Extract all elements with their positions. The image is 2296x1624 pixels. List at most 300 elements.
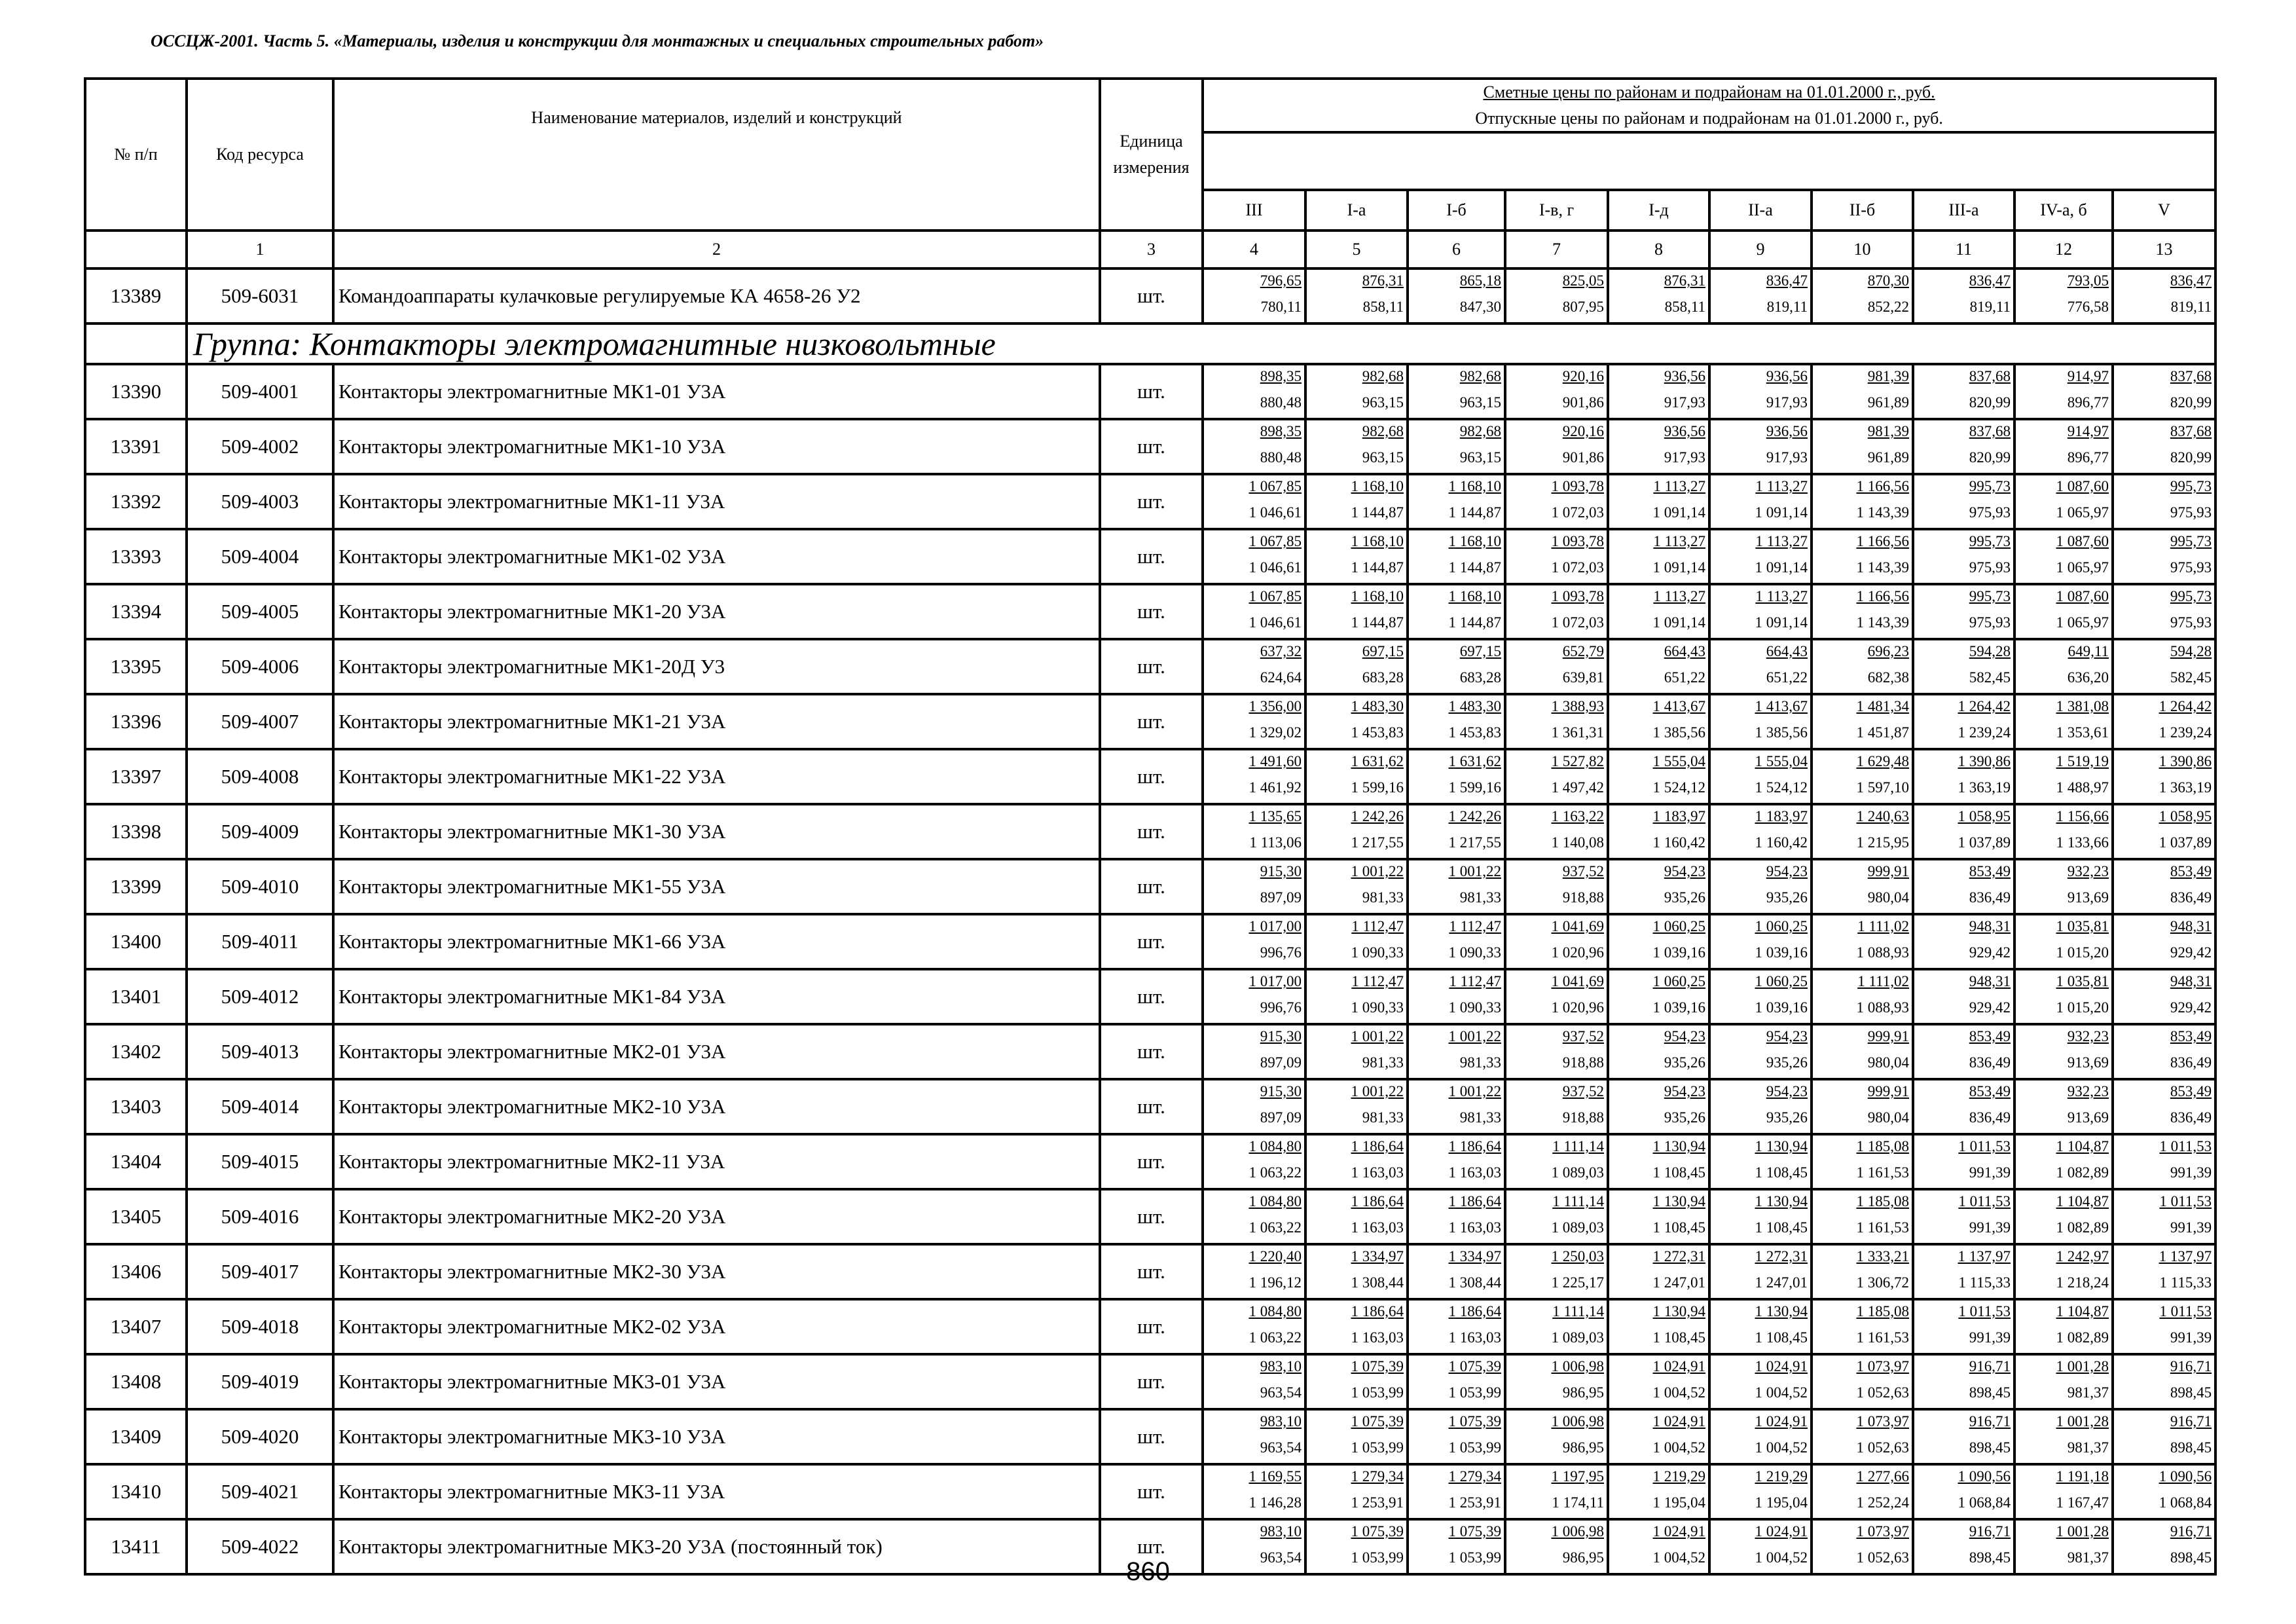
price-cell (1408, 804, 1505, 859)
release-price: 963,15 (1362, 449, 1404, 466)
release-price: 1 247,01 (1652, 1274, 1705, 1291)
estimate-price: 898,35 (1260, 423, 1302, 439)
release-price: 1 091,14 (1755, 504, 1808, 521)
release-price: 1 163,03 (1351, 1329, 1404, 1346)
price-cell (1408, 639, 1505, 694)
estimate-price: 1 001,22 (1448, 863, 1501, 879)
row-num: 13394 (85, 584, 187, 639)
group-title: Группа: Контакторы электромагнитные низковольтные (187, 323, 2215, 364)
price-cell (1608, 419, 1709, 474)
estimate-price: 1 491,60 (1248, 753, 1302, 769)
row-name: Контакторы электромагнитные МК1-01 У3А (333, 364, 1100, 419)
estimate-price: 1 137,97 (1958, 1248, 2011, 1264)
price-cell (1505, 859, 1608, 914)
release-price: 1 052,63 (1856, 1384, 1909, 1401)
release-price: 963,15 (1459, 394, 1501, 411)
release-price: 1 217,55 (1448, 834, 1501, 851)
row-name: Контакторы электромагнитные МК1-84 У3А (333, 969, 1100, 1024)
release-price: 1 053,99 (1448, 1384, 1501, 1401)
price-cell (1812, 859, 1913, 914)
estimate-price: 1 130,94 (1755, 1138, 1808, 1154)
price-cell (1709, 1354, 1812, 1409)
table-row (85, 1189, 2215, 1244)
release-price: 1 247,01 (1755, 1274, 1808, 1291)
release-price: 898,45 (2170, 1439, 2212, 1456)
estimate-price: 1 168,10 (1448, 478, 1501, 494)
price-cell (1913, 1464, 2014, 1519)
row-name: Контакторы электромагнитные МК2-11 У3А (333, 1134, 1100, 1189)
row-unit: шт. (1100, 1024, 1203, 1079)
price-cell (1305, 639, 1408, 694)
estimate-price: 1 112,47 (1449, 973, 1501, 989)
price-cell (2113, 859, 2215, 914)
estimate-price: 982,68 (1362, 368, 1404, 384)
release-price: 819,11 (1766, 299, 1808, 315)
estimate-price: 1 060,25 (1755, 918, 1808, 934)
column-number: 8 (1608, 231, 1709, 268)
price-cell (1505, 364, 1608, 419)
estimate-price: 1 137,97 (2159, 1248, 2212, 1264)
estimate-price: 1 242,26 (1448, 808, 1501, 824)
estimate-price: 825,05 (1562, 272, 1604, 289)
release-price: 1 088,93 (1856, 999, 1909, 1016)
price-table (84, 77, 2217, 1576)
row-code: 509-4017 (187, 1244, 333, 1299)
row-code: 509-4016 (187, 1189, 333, 1244)
price-cell (1305, 474, 1408, 529)
estimate-price: 1 090,56 (2159, 1468, 2212, 1485)
release-price: 1 090,33 (1448, 999, 1501, 1016)
release-price: 913,69 (2067, 889, 2109, 906)
estimate-price: 870,30 (1867, 272, 1909, 289)
row-name: Контакторы электромагнитные МК2-30 У3А (333, 1244, 1100, 1299)
table-row (85, 268, 2215, 323)
release-price: 897,09 (1260, 1054, 1302, 1071)
release-price: 929,42 (2170, 999, 2212, 1016)
group-spacer (85, 323, 187, 364)
estimate-price: 836,47 (1969, 272, 2011, 289)
price-cell (1408, 1134, 1505, 1189)
estimate-price: 836,47 (2170, 272, 2212, 289)
estimate-price: 1 067,85 (1248, 588, 1302, 604)
price-cell (1812, 914, 1913, 969)
row-unit: шт. (1100, 1409, 1203, 1464)
estimate-price: 1 277,66 (1856, 1468, 1909, 1485)
estimate-price: 1 011,53 (2159, 1303, 2212, 1320)
price-cell (2014, 584, 2113, 639)
estimate-price: 697,15 (1459, 643, 1501, 659)
release-price: 963,15 (1459, 449, 1501, 466)
estimate-price: 1 060,25 (1652, 973, 1705, 989)
price-cell (1709, 1134, 1812, 1189)
release-price: 991,39 (2170, 1164, 2212, 1181)
release-price: 1 068,84 (2159, 1494, 2212, 1511)
estimate-price: 853,49 (1969, 1083, 2011, 1099)
price-cell (1203, 859, 1305, 914)
price-cell (1913, 914, 2014, 969)
price-cell (1408, 914, 1505, 969)
release-price: 896,77 (2067, 394, 2109, 411)
estimate-price: 999,91 (1867, 1028, 1909, 1044)
row-name: Контакторы электромагнитные МК1-20 У3А (333, 584, 1100, 639)
row-code: 509-4018 (187, 1299, 333, 1354)
release-price: 1 361,31 (1551, 724, 1604, 741)
estimate-price: 916,71 (2170, 1358, 2212, 1375)
price-cell (1505, 584, 1608, 639)
price-cell (1505, 639, 1608, 694)
price-cell (1812, 694, 1913, 749)
price-cell (1608, 364, 1709, 419)
release-price: 1 140,08 (1551, 834, 1604, 851)
estimate-price: 1 093,78 (1551, 533, 1604, 549)
table-row (85, 694, 2215, 749)
column-number (85, 231, 187, 268)
release-price: 1 046,61 (1248, 614, 1302, 631)
estimate-price: 1 186,64 (1448, 1193, 1501, 1209)
row-unit: шт. (1100, 859, 1203, 914)
price-cell (1203, 1299, 1305, 1354)
price-cell (1203, 1079, 1305, 1134)
release-price: 1 065,97 (2056, 504, 2109, 521)
estimate-price: 982,68 (1459, 368, 1501, 384)
price-cell (1608, 1464, 1709, 1519)
release-price: 1 253,91 (1351, 1494, 1404, 1511)
release-price: 847,30 (1459, 299, 1501, 315)
table-row (85, 1079, 2215, 1134)
release-price: 986,95 (1562, 1549, 1604, 1566)
row-unit: шт. (1100, 1189, 1203, 1244)
price-cell (1305, 364, 1408, 419)
price-cell (1203, 584, 1305, 639)
estimate-price: 1 111,02 (1857, 918, 1909, 934)
release-price: 1 108,45 (1652, 1329, 1705, 1346)
row-unit: шт. (1100, 364, 1203, 419)
column-number: 6 (1408, 231, 1505, 268)
price-cell (1305, 914, 1408, 969)
price-cell (1709, 1409, 1812, 1464)
price-cell (1408, 268, 1505, 323)
row-num: 13391 (85, 419, 187, 474)
release-price: 1 385,56 (1652, 724, 1705, 741)
table-header (85, 79, 2215, 268)
release-price: 1 143,39 (1856, 559, 1909, 576)
column-number: 10 (1812, 231, 1913, 268)
estimate-price: 1 185,08 (1856, 1303, 1909, 1320)
release-price: 1 089,03 (1551, 1219, 1604, 1236)
price-cell (1913, 1409, 2014, 1464)
row-unit: шт. (1100, 529, 1203, 584)
estimate-price: 1 555,04 (1755, 753, 1808, 769)
price-cell (2014, 1024, 2113, 1079)
release-price: 1 063,22 (1248, 1329, 1302, 1346)
row-num: 13396 (85, 694, 187, 749)
release-price: 852,22 (1867, 299, 1909, 315)
row-num: 13395 (85, 639, 187, 694)
table-row (85, 1464, 2215, 1519)
price-cell (1812, 1189, 1913, 1244)
release-price: 991,39 (1969, 1219, 2011, 1236)
release-price: 918,88 (1562, 1054, 1604, 1071)
row-unit: шт. (1100, 1299, 1203, 1354)
estimate-price: 948,31 (1969, 918, 2011, 934)
estimate-price: 1 220,40 (1248, 1248, 1302, 1264)
release-price: 836,49 (1969, 1054, 2011, 1071)
estimate-price: 664,43 (1664, 643, 1705, 659)
row-code: 509-4001 (187, 364, 333, 419)
header-prices (1203, 79, 2215, 190)
release-price: 1 063,22 (1248, 1164, 1302, 1181)
estimate-price: 1 075,39 (1351, 1523, 1404, 1540)
price-cell (1608, 859, 1709, 914)
price-cell (1408, 1024, 1505, 1079)
price-cell (1203, 419, 1305, 474)
release-price: 1 090,33 (1448, 944, 1501, 961)
price-cell (1608, 529, 1709, 584)
table-row (85, 1299, 2215, 1354)
price-cell (1505, 1244, 1608, 1299)
price-cell (1608, 639, 1709, 694)
estimate-price: 1 111,14 (1552, 1193, 1604, 1209)
price-cell (1505, 1024, 1608, 1079)
estimate-price: 1 093,78 (1551, 588, 1604, 604)
estimate-price: 1 250,03 (1551, 1248, 1604, 1264)
estimate-price: 1 272,31 (1652, 1248, 1705, 1264)
estimate-price: 1 113,27 (1653, 478, 1705, 494)
estimate-price: 1 087,60 (2056, 588, 2109, 604)
price-cell (2014, 694, 2113, 749)
table-row (85, 639, 2215, 694)
release-price: 1 089,03 (1551, 1164, 1604, 1181)
price-cell (1305, 804, 1408, 859)
price-cell (2014, 1409, 2113, 1464)
price-cell (1505, 1079, 1608, 1134)
estimate-price: 948,31 (1969, 973, 2011, 989)
estimate-price: 1 024,91 (1755, 1413, 1808, 1430)
row-unit: шт. (1100, 474, 1203, 529)
estimate-price: 1 001,22 (1448, 1028, 1501, 1044)
release-price: 624,64 (1260, 669, 1302, 686)
estimate-price: 1 067,85 (1248, 478, 1302, 494)
row-name: Контакторы электромагнитные МК1-66 У3А (333, 914, 1100, 969)
price-cell (1505, 1189, 1608, 1244)
estimate-price: 1 001,28 (2056, 1413, 2109, 1430)
estimate-price: 1 001,22 (1351, 1083, 1404, 1099)
group-row (85, 323, 2215, 364)
price-cell (2014, 419, 2113, 474)
estimate-price: 982,68 (1362, 423, 1404, 439)
estimate-price: 1 483,30 (1351, 698, 1404, 714)
release-price: 935,26 (1766, 889, 1808, 906)
release-price: 1 163,03 (1448, 1219, 1501, 1236)
estimate-price: 937,52 (1562, 1028, 1604, 1044)
release-price: 1 163,03 (1351, 1219, 1404, 1236)
estimate-price: 1 183,97 (1652, 808, 1705, 824)
release-price: 1 161,53 (1856, 1219, 1909, 1236)
estimate-price: 1 130,94 (1652, 1303, 1705, 1320)
row-num: 13393 (85, 529, 187, 584)
release-price: 1 065,97 (2056, 614, 2109, 631)
row-unit: шт. (1100, 584, 1203, 639)
price-cell (2113, 914, 2215, 969)
row-name: Командоаппараты кулачковые регулируемые КА 4658-26 У2 (333, 268, 1100, 323)
table-row (85, 474, 2215, 529)
release-price: 981,33 (1362, 889, 1404, 906)
table-row (85, 804, 2215, 859)
estimate-price: 1 334,97 (1351, 1248, 1404, 1264)
price-cell (1913, 1079, 2014, 1134)
price-cell (1812, 804, 1913, 859)
estimate-price: 836,47 (1766, 272, 1808, 289)
estimate-price: 932,23 (2067, 1028, 2109, 1044)
price-cell (1203, 969, 1305, 1024)
price-cell (2014, 529, 2113, 584)
estimate-price: 1 519,19 (2056, 753, 2109, 769)
release-price: 651,22 (1766, 669, 1808, 686)
release-price: 1 353,61 (2056, 724, 2109, 741)
estimate-price: 1 011,53 (1958, 1138, 2011, 1154)
price-cell (1812, 474, 1913, 529)
release-price: 917,93 (1664, 394, 1705, 411)
price-cell (1408, 1409, 1505, 1464)
release-price: 807,95 (1562, 299, 1604, 315)
price-cell (2113, 1024, 2215, 1079)
estimate-price: 1 279,34 (1351, 1468, 1404, 1485)
estimate-price: 1 113,27 (1653, 588, 1705, 604)
release-price: 1 453,83 (1351, 724, 1404, 741)
release-price: 1 063,22 (1248, 1219, 1302, 1236)
estimate-price: 1 113,27 (1755, 478, 1808, 494)
price-cell (1305, 1409, 1408, 1464)
estimate-price: 1 186,64 (1448, 1138, 1501, 1154)
estimate-price: 1 191,18 (2056, 1468, 2109, 1485)
price-cell (1203, 804, 1305, 859)
release-price: 1 065,97 (2056, 559, 2109, 576)
price-cell (1913, 529, 2014, 584)
release-price: 981,33 (1459, 889, 1501, 906)
price-cell (1608, 1134, 1709, 1189)
price-cell (1709, 1189, 1812, 1244)
estimate-price: 937,52 (1562, 863, 1604, 879)
price-cell (1203, 639, 1305, 694)
price-cell (1812, 529, 1913, 584)
release-price: 1 108,45 (1652, 1164, 1705, 1181)
estimate-price: 1 112,47 (1351, 918, 1404, 934)
row-code: 509-4005 (187, 584, 333, 639)
release-price: 898,45 (1969, 1439, 2011, 1456)
release-price: 981,33 (1459, 1109, 1501, 1126)
release-price: 1 091,14 (1652, 614, 1705, 631)
price-cell (2014, 639, 2113, 694)
row-num: 13408 (85, 1354, 187, 1409)
release-price: 836,49 (1969, 1109, 2011, 1126)
price-cell (1913, 268, 2014, 323)
price-cell (1505, 914, 1608, 969)
release-price: 1 144,87 (1448, 559, 1501, 576)
price-cell (2113, 529, 2215, 584)
release-price: 981,33 (1362, 1054, 1404, 1071)
release-price: 961,89 (1867, 394, 1909, 411)
row-name: Контакторы электромагнитные МК1-02 У3А (333, 529, 1100, 584)
release-price: 1 020,96 (1551, 999, 1604, 1016)
release-price: 897,09 (1260, 889, 1302, 906)
header-name: Наименование материалов, изделий и конструкций (333, 79, 1100, 231)
release-price: 1 161,53 (1856, 1329, 1909, 1346)
price-cell (1812, 1354, 1913, 1409)
row-num: 13399 (85, 859, 187, 914)
price-cell (2113, 694, 2215, 749)
price-cell (1913, 1189, 2014, 1244)
estimate-price: 995,73 (2170, 588, 2212, 604)
price-cell (1812, 749, 1913, 804)
column-number: 1 (187, 231, 333, 268)
price-cell (1505, 749, 1608, 804)
release-price: 929,42 (1969, 944, 2011, 961)
price-cell (1709, 1244, 1812, 1299)
estimate-price: 876,31 (1664, 272, 1705, 289)
estimate-price: 1 084,80 (1248, 1303, 1302, 1320)
price-cell (1812, 584, 1913, 639)
row-num: 13392 (85, 474, 187, 529)
row-num: 13411 (85, 1519, 187, 1574)
row-code: 509-4008 (187, 749, 333, 804)
estimate-price: 948,31 (2170, 918, 2212, 934)
column-number: 13 (2113, 231, 2215, 268)
price-cell (1203, 1244, 1305, 1299)
price-cell (2113, 1079, 2215, 1134)
estimate-price: 954,23 (1766, 1083, 1808, 1099)
price-cell (1203, 1024, 1305, 1079)
estimate-price: 983,10 (1260, 1413, 1302, 1430)
release-price: 929,42 (2170, 944, 2212, 961)
release-price: 1 163,03 (1448, 1329, 1501, 1346)
page-number: 860 (1126, 1557, 1170, 1586)
table-row (85, 749, 2215, 804)
estimate-price: 1 333,21 (1856, 1248, 1909, 1264)
price-cell (2113, 364, 2215, 419)
price-cell (1608, 914, 1709, 969)
release-price: 1 113,06 (1249, 834, 1302, 851)
release-price: 996,76 (1260, 999, 1302, 1016)
price-cell (1608, 969, 1709, 1024)
price-cell (1608, 1189, 1709, 1244)
row-name: Контакторы электромагнитные МК3-10 У3А (333, 1409, 1100, 1464)
price-cell (2014, 1354, 2113, 1409)
release-price: 636,20 (2067, 669, 2109, 686)
estimate-price: 920,16 (1562, 368, 1604, 384)
row-unit: шт. (1100, 914, 1203, 969)
price-cell (1305, 529, 1408, 584)
estimate-price: 936,56 (1664, 423, 1705, 439)
price-cell (1608, 1024, 1709, 1079)
price-cell (2113, 639, 2215, 694)
price-cell (1709, 419, 1812, 474)
release-price: 935,26 (1664, 1109, 1705, 1126)
price-cell (2113, 1189, 2215, 1244)
release-price: 1 004,52 (1652, 1549, 1705, 1566)
estimate-price: 1 130,94 (1755, 1193, 1808, 1209)
release-price: 1 451,87 (1856, 724, 1909, 741)
estimate-price: 920,16 (1562, 423, 1604, 439)
estimate-price: 898,35 (1260, 368, 1302, 384)
estimate-price: 1 058,95 (1958, 808, 2011, 824)
release-price: 1 082,89 (2056, 1329, 2109, 1346)
release-price: 1 144,87 (1351, 504, 1404, 521)
price-cell (1913, 1024, 2014, 1079)
release-price: 683,28 (1459, 669, 1501, 686)
release-price: 1 497,42 (1551, 779, 1604, 796)
release-price: 1 160,42 (1652, 834, 1705, 851)
region-header: IV-а, б (2014, 190, 2113, 231)
